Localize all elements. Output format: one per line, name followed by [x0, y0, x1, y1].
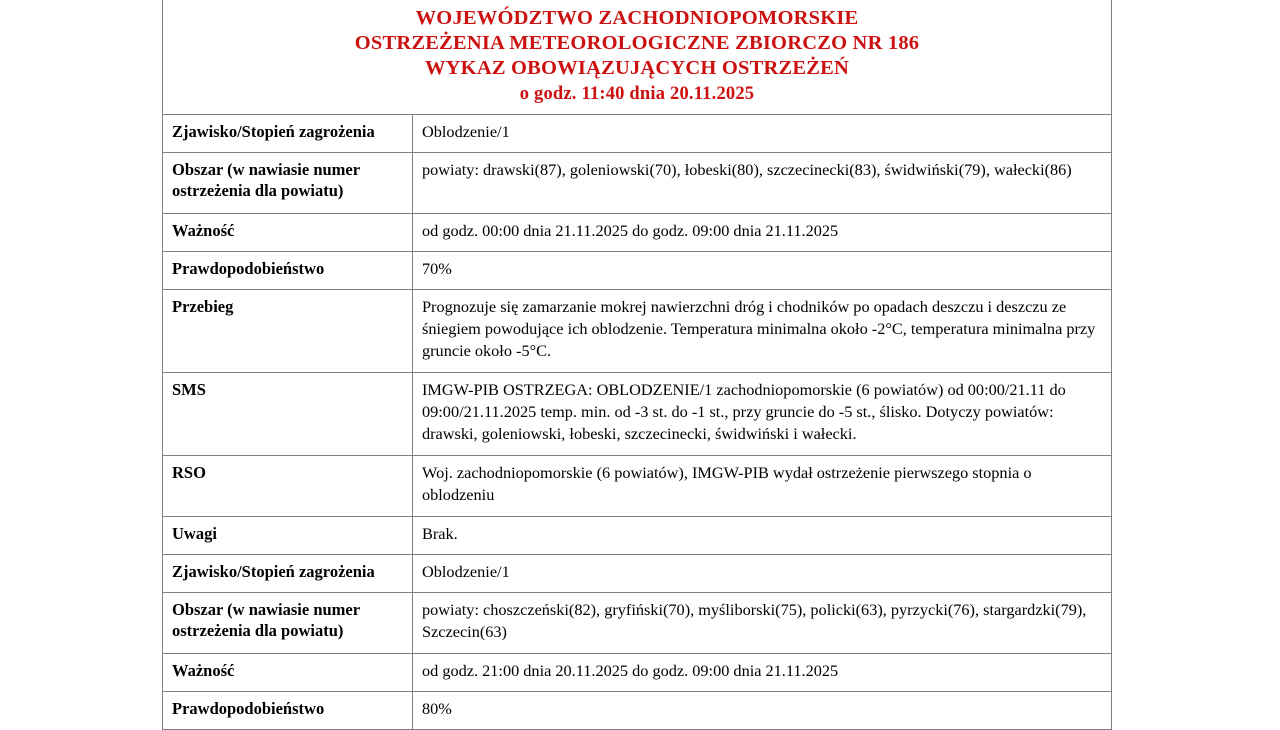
- label-probability-2: [163, 692, 413, 730]
- warnings-table: [162, 0, 1112, 730]
- label-validity-2: [163, 654, 413, 692]
- title-line-1: WOJEWÓDZTWO ZACHODNIOPOMORSKIE: [415, 7, 859, 29]
- label-text: Zjawisko/Stopień zagrożenia: [172, 122, 375, 141]
- table-row-probability-2: [163, 692, 1112, 730]
- label-notes-1: [163, 517, 413, 555]
- title-line-3: WYKAZ OBOWIĄZUJĄCYCH OSTRZEŻEŃ: [424, 57, 850, 79]
- value-probability-1: [413, 252, 1112, 290]
- label-text: Ważność: [172, 221, 235, 240]
- label-text: Przebieg: [172, 297, 234, 316]
- value-text: powiaty: drawski(87), goleniowski(70), łobeski(80), szczecinecki(83), świdwiński(79), wałecki(86): [422, 160, 1072, 179]
- value-rso-1: [413, 456, 1112, 517]
- value-area-1: [413, 153, 1112, 214]
- value-text: Oblodzenie/1: [422, 122, 510, 141]
- value-phenomenon-1: [413, 115, 1112, 153]
- label-area-2: [163, 593, 413, 654]
- table-row-area-2: [163, 593, 1112, 654]
- value-text: od godz. 21:00 dnia 20.11.2025 do godz. 09:00 dnia 21.11.2025: [422, 661, 839, 680]
- table-row-phenomenon-1: [163, 115, 1112, 153]
- label-validity-1: [163, 214, 413, 252]
- label-phenomenon-1: [163, 115, 413, 153]
- value-text: Brak.: [422, 524, 458, 543]
- value-text: od godz. 00:00 dnia 21.11.2025 do godz. 09:00 dnia 21.11.2025: [422, 221, 839, 240]
- value-validity-2: [413, 654, 1112, 692]
- table-row-rso-1: [163, 456, 1112, 517]
- label-probability-1: [163, 252, 413, 290]
- value-text: IMGW-PIB OSTRZEGA: OBLODZENIE/1 zachodniopomorskie (6 powiatów) od 00:00/21.11 do 09:00/21.11.2025 temp. min. od -3 st. do -1 st., przy gruncie do -5 st., ślisko. Dotyczy powiatów: drawski, goleniowski, łobeski, szczecinecki, świdwiński i wałecki.: [422, 380, 1066, 443]
- label-course-1: [163, 290, 413, 373]
- label-area-1: [163, 153, 413, 214]
- value-text: 70%: [422, 259, 452, 278]
- table-row-course-1: [163, 290, 1112, 373]
- value-text: Oblodzenie/1: [422, 562, 510, 581]
- label-text: Prawdopodobieństwo: [172, 259, 325, 278]
- table-row-title: [163, 0, 1112, 115]
- table-row-sms-1: [163, 373, 1112, 456]
- value-probability-2: [413, 692, 1112, 730]
- value-text: Prognozuje się zamarzanie mokrej nawierzchni dróg i chodników po opadach deszczu i deszczu ze śniegiem powodujące ich oblodzenie. Temperatura minimalna około -2°C, temperatura minimalna przy gruncie około -5°C.: [422, 297, 1096, 360]
- table-row-area-1: [163, 153, 1112, 214]
- label-text: Prawdopodobieństwo: [172, 699, 325, 718]
- value-text: powiaty: choszczeński(82), gryfiński(70), myśliborski(75), policki(63), pyrzycki(76), stargardzki(79), Szczecin(63): [422, 600, 1087, 641]
- title-line-timestamp: o godz. 11:40 dnia 20.11.2025: [519, 84, 755, 104]
- value-validity-1: [413, 214, 1112, 252]
- value-phenomenon-2: [413, 555, 1112, 593]
- label-text: SMS: [172, 380, 206, 399]
- label-text: Zjawisko/Stopień zagrożenia: [172, 562, 375, 581]
- label-text: Obszar (w nawiasie numer ostrzeżenia dla powiatu): [172, 600, 360, 640]
- value-text: Woj. zachodniopomorskie (6 powiatów), IMGW-PIB wydał ostrzeżenie pierwszego stopnia o oblodzeniu: [422, 463, 1032, 504]
- label-rso-1: [163, 456, 413, 517]
- value-text: 80%: [422, 699, 452, 718]
- value-course-1: [413, 290, 1112, 373]
- title-line-2: OSTRZEŻENIA METEOROLOGICZNE ZBIORCZO NR 186: [354, 32, 920, 54]
- table-row-phenomenon-2: [163, 555, 1112, 593]
- label-text: RSO: [172, 463, 206, 482]
- label-text: Obszar (w nawiasie numer ostrzeżenia dla powiatu): [172, 160, 360, 200]
- table-row-notes-1: [163, 517, 1112, 555]
- value-notes-1: [413, 517, 1112, 555]
- value-sms-1: [413, 373, 1112, 456]
- value-area-2: [413, 593, 1112, 654]
- label-phenomenon-2: [163, 555, 413, 593]
- label-text: Ważność: [172, 661, 235, 680]
- table-row-validity-2: [163, 654, 1112, 692]
- document-header: [163, 0, 1112, 115]
- table-row-probability-1: [163, 252, 1112, 290]
- table-row-validity-1: [163, 214, 1112, 252]
- label-sms-1: [163, 373, 413, 456]
- label-text: Uwagi: [172, 524, 217, 543]
